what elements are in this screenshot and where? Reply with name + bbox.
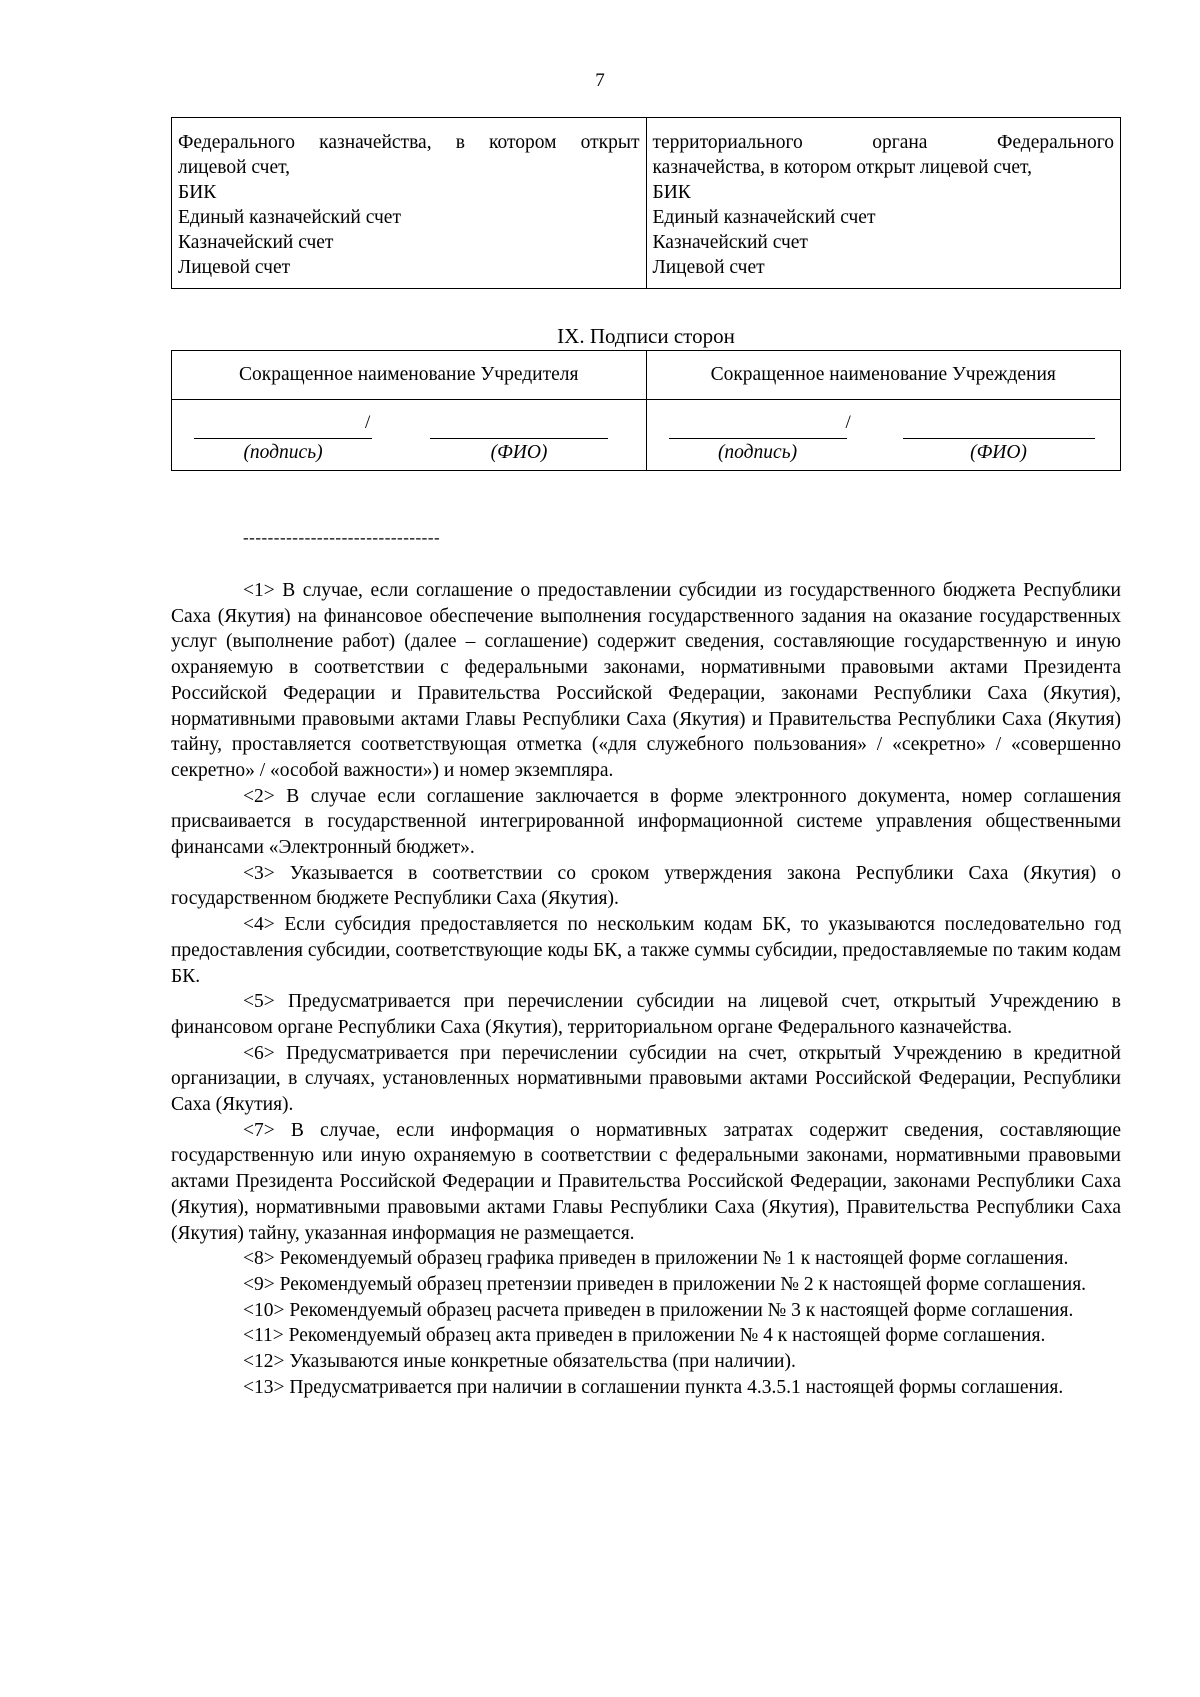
founder-slash: /	[365, 412, 371, 433]
founder-personal-account-label: Лицевой счет	[178, 257, 291, 278]
institution-name-line	[903, 438, 1095, 439]
founder-treasury-line: Федерального казначейства, в котором открыт	[178, 132, 640, 153]
founder-signature-caption: (подпись)	[243, 442, 323, 463]
institution-treasury-line: казначейства, в котором открыт лицевой счет,	[652, 157, 1032, 178]
footnote-3: <3> Указывается в соответствии со сроком утверждения закона Республики Саха (Якутия) о государственном бюджете Республики Саха (Якутия).	[171, 862, 1121, 910]
footnote-separator: --------------------------------	[243, 528, 441, 547]
signatures-body-row	[172, 400, 1121, 471]
footnote-4: <4> Если субсидия предоставляется по нескольким кодам БК, то указываются последовательно год предоставления субсидии, соответствующие коды БК, а также суммы субсидии, предоставляемые по таким кодам БК.	[171, 914, 1121, 987]
founder-treasury-account-label: Казначейский счет	[178, 232, 334, 253]
institution-personal-account-label: Лицевой счет	[652, 257, 765, 278]
founder-account-line: лицевой счет,	[178, 157, 291, 178]
footnotes-list	[171, 578, 1121, 1401]
footnote-7: <7> В случае, если информация о нормативных затратах содержит сведения, составляющие государственную или иную охраняемую в соответствии с федеральными законами, нормативными правовыми актами Президента Российской Федерации и Правительства Российской Федерации, законами Республики Саха (Якутия), нормативными правовыми актами Главы Республики Саха (Якутия), Правительства Республики Саха (Якутия) тайну, указанная информация не размещается.	[171, 1119, 1121, 1244]
institution-signature-cell	[646, 400, 1121, 471]
institution-signature-caption: (подпись)	[717, 442, 798, 463]
footnote-2: <2> В случае если соглашение заключается в форме электронного документа, номер соглашения присваивается в государственной интегрированной информационной системе управления общественными финансами «Электронный бюджет».	[171, 785, 1121, 859]
footnote-10: <10> Рекомендуемый образец расчета приведен в приложении № 3 к настоящей форме соглашения.	[243, 1299, 1074, 1321]
footnote-8: <8> Рекомендуемый образец графика приведен в приложении № 1 к настоящей форме соглашения.	[243, 1248, 1069, 1270]
footnote-6: <6> Предусматривается при перечислении субсидии на счет, открытый Учреждению в кредитной организации, в случаях, установленных нормативными правовыми актами Российской Федерации, Республики Саха (Якутия).	[171, 1042, 1121, 1116]
footnote-9: <9> Рекомендуемый образец претензии приведен в приложении № 2 к настоящей форме соглашения.	[243, 1273, 1087, 1295]
institution-name-caption: (ФИО)	[970, 442, 1027, 463]
footnote-1: <1> В случае, если соглашение о предоставлении субсидии из государственного бюджета Республики Саха (Якутия) на финансовое обеспечение выполнения государственного задания на оказание государственных услуг (выполнение работ) (далее – соглашение) содержит сведения, составляющие государственную и иную охраняемую в соответствии с федеральными законами, нормативными правовыми актами Президента Российской Федерации и Правительства Российской Федерации, законами Республики Саха (Якутия), нормативными правовыми актами Главы Республики Саха (Якутия) и Правительства Республики Саха (Якутия) тайну, проставляется соответствующая отметка («для служебного пользования» / «секретно» / «совершенно секретно» / «особой важности») и номер экземпляра.	[171, 580, 1121, 781]
page-number: 7	[595, 70, 605, 91]
bank-details-row	[172, 118, 1121, 289]
institution-slash: /	[845, 412, 851, 433]
founder-name-header: Сокращенное наименование Учредителя	[172, 351, 647, 400]
founder-name-line	[430, 438, 608, 439]
footnote-11: <11> Рекомендуемый образец акта приведен в приложении № 4 к настоящей форме соглашения.	[243, 1325, 1046, 1347]
institution-signature-line	[669, 438, 847, 439]
institution-territorial-line: территориального органа Федерального	[652, 132, 1114, 153]
founder-name-caption: (ФИО)	[490, 442, 548, 463]
signatures-section-title: IX. Подписи сторон	[557, 324, 735, 348]
bank-details-table	[171, 117, 1121, 289]
footnote-12: <12> Указываются иные конкретные обязательства (при наличии).	[243, 1351, 796, 1373]
footnote-5: <5> Предусматривается при перечислении субсидии на лицевой счет, открытый Учреждению в финансовом органе Республики Саха (Якутия), территориальном органе Федерального казначейства.	[171, 991, 1121, 1038]
institution-bik-label: БИК	[652, 182, 691, 203]
founder-signature-cell	[172, 400, 647, 471]
institution-name-header: Сокращенное наименование Учреждения	[646, 351, 1121, 400]
signatures-table	[171, 350, 1121, 471]
institution-bank-details-cell	[646, 118, 1121, 289]
footnote-13: <13> Предусматривается при наличии в соглашении пункта 4.3.5.1 настоящей формы соглашения.	[243, 1376, 1064, 1398]
founder-bank-details-cell	[172, 118, 647, 289]
institution-unified-account-label: Единый казначейский счет	[652, 207, 876, 228]
founder-unified-account-label: Единый казначейский счет	[178, 207, 401, 228]
signatures-header-row	[172, 351, 1121, 400]
institution-treasury-account-label: Казначейский счет	[652, 232, 808, 253]
founder-signature-line	[194, 438, 372, 439]
founder-bik-label: БИК	[178, 182, 217, 203]
